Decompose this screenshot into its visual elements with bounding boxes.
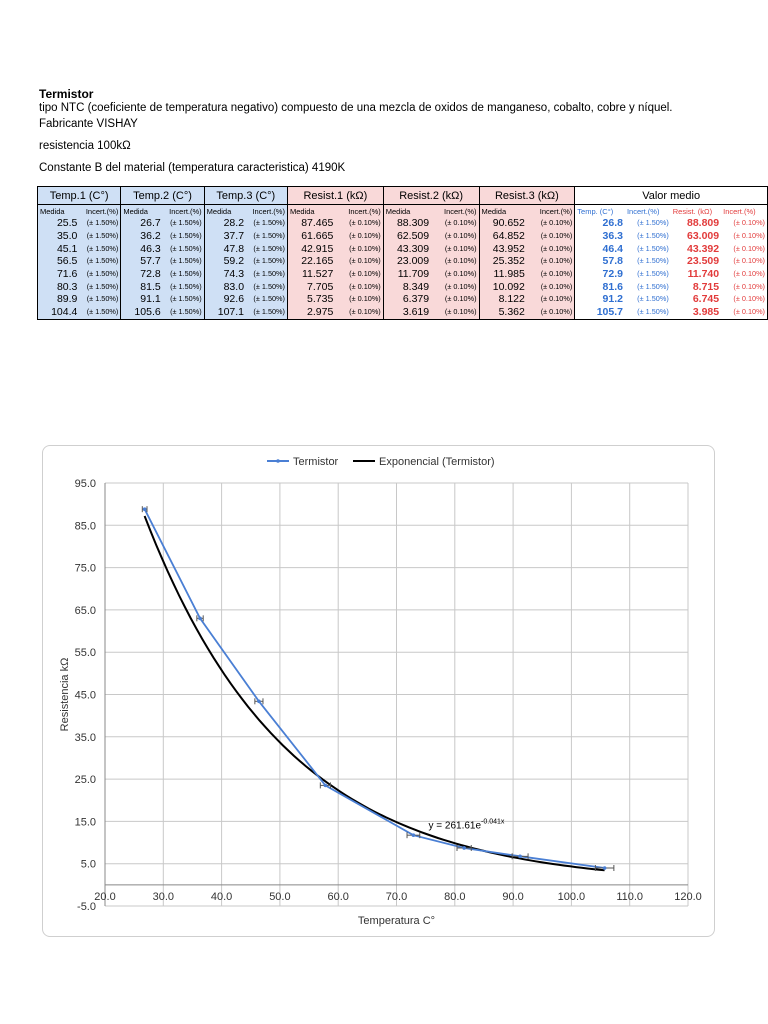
uncertainty: (± 0.10%) [431, 217, 479, 230]
data-point [518, 855, 522, 859]
trendline-exponential [145, 516, 605, 870]
measured-value: 89.9 [38, 293, 80, 306]
table-subheader: Incert.(%) [527, 205, 575, 218]
uncertainty: (± 0.10%) [431, 230, 479, 243]
measured-value: 87.465 [287, 217, 335, 230]
uncertainty: (± 0.10%) [721, 230, 767, 243]
uncertainty: (± 0.10%) [335, 255, 383, 268]
y-tick-label: 5.0 [80, 858, 96, 871]
measured-value: 10.092 [479, 280, 527, 293]
uncertainty: (± 1.50%) [246, 268, 287, 281]
uncertainty: (± 1.50%) [246, 217, 287, 230]
uncertainty: (± 0.10%) [527, 293, 575, 306]
uncertainty: (± 1.50%) [625, 242, 671, 255]
uncertainty: (± 0.10%) [527, 217, 575, 230]
data-point [198, 617, 202, 621]
mean-resistance: 43.392 [671, 242, 721, 255]
uncertainty: (± 0.10%) [721, 217, 767, 230]
measured-value: 6.379 [383, 293, 431, 306]
y-tick-label: 25.0 [74, 774, 96, 787]
mean-resistance: 3.985 [671, 306, 721, 319]
y-tick-label: 75.0 [74, 562, 96, 575]
uncertainty: (± 0.10%) [431, 293, 479, 306]
mean-temperature: 81.6 [575, 280, 625, 293]
x-tick-label: 80.0 [444, 890, 466, 903]
uncertainty: (± 0.10%) [431, 306, 479, 319]
table-subheader: Temp. (C°) [575, 205, 625, 218]
x-tick-label: 90.0 [502, 890, 524, 903]
mean-temperature: 72.9 [575, 268, 625, 281]
measured-value: 46.3 [121, 242, 163, 255]
uncertainty: (± 1.50%) [79, 242, 120, 255]
uncertainty: (± 0.10%) [527, 306, 575, 319]
uncertainty: (± 0.10%) [335, 280, 383, 293]
uncertainty: (± 0.10%) [431, 255, 479, 268]
table-subheader: Medida [38, 205, 80, 218]
y-tick-label: -5.0 [77, 901, 96, 913]
table-row [38, 268, 768, 281]
table-subheader: Incert.(%) [335, 205, 383, 218]
x-tick-label: 20.0 [94, 890, 116, 903]
y-tick-label: 45.0 [74, 689, 96, 702]
table-group-header: Temp.1 (C°) [38, 187, 121, 205]
measured-value: 36.2 [121, 230, 163, 243]
measured-value: 43.952 [479, 242, 527, 255]
uncertainty: (± 1.50%) [625, 217, 671, 230]
table-subheader: Incert.(%) [431, 205, 479, 218]
x-axis-title: Temperatura C° [357, 915, 436, 927]
uncertainty: (± 0.10%) [721, 293, 767, 306]
doc-title: Termistor [39, 87, 94, 101]
table-subheader: Medida [383, 205, 431, 218]
table-group-header: Resist.3 (kΩ) [479, 187, 575, 205]
measured-value: 35.0 [38, 230, 80, 243]
measured-value: 2.975 [287, 306, 335, 319]
table-row [38, 230, 768, 243]
uncertainty: (± 0.10%) [527, 230, 575, 243]
table-row [38, 242, 768, 255]
measured-value: 42.915 [287, 242, 335, 255]
table-subheader: Incert.(%) [79, 205, 120, 218]
measured-value: 74.3 [204, 268, 246, 281]
uncertainty: (± 1.50%) [246, 230, 287, 243]
uncertainty: (± 0.10%) [721, 255, 767, 268]
measured-value: 47.8 [204, 242, 246, 255]
measured-value: 90.652 [479, 217, 527, 230]
trendline-equation: $y = 261.61e^{-0.041x}$ [428, 818, 505, 832]
data-point [412, 833, 416, 837]
uncertainty: (± 0.10%) [721, 280, 767, 293]
measured-value: 64.852 [479, 230, 527, 243]
uncertainty: (± 1.50%) [163, 255, 204, 268]
legend-label-trend: Exponencial (Termistor) [379, 456, 495, 468]
measured-value: 80.3 [38, 280, 80, 293]
x-tick-label: 110.0 [616, 890, 644, 903]
table-subheader: Medida [287, 205, 335, 218]
mean-temperature: 91.2 [575, 293, 625, 306]
uncertainty: (± 1.50%) [79, 268, 120, 281]
y-tick-label: 65.0 [74, 604, 96, 617]
uncertainty: (± 1.50%) [163, 217, 204, 230]
data-point [462, 846, 466, 850]
measured-value: 25.5 [38, 217, 80, 230]
table-subheader: Incert.(%) [625, 205, 671, 218]
x-tick-label: 100.0 [557, 890, 586, 903]
uncertainty: (± 1.50%) [163, 280, 204, 293]
mean-temperature: 57.8 [575, 255, 625, 268]
measured-value: 25.352 [479, 255, 527, 268]
measured-value: 61.665 [287, 230, 335, 243]
uncertainty: (± 1.50%) [163, 293, 204, 306]
measured-value: 8.349 [383, 280, 431, 293]
y-tick-label: 15.0 [74, 816, 96, 829]
measured-value: 83.0 [204, 280, 246, 293]
measured-value: 26.7 [121, 217, 163, 230]
uncertainty: (± 0.10%) [431, 280, 479, 293]
uncertainty: (± 0.10%) [527, 280, 575, 293]
measured-value: 105.6 [121, 306, 163, 319]
uncertainty: (± 0.10%) [335, 242, 383, 255]
uncertainty: (± 0.10%) [721, 306, 767, 319]
y-tick-label: 35.0 [74, 731, 96, 744]
mean-temperature: 105.7 [575, 306, 625, 319]
measured-value: 104.4 [38, 306, 80, 319]
measured-value: 62.509 [383, 230, 431, 243]
mean-temperature: 26.8 [575, 217, 625, 230]
uncertainty: (± 1.50%) [163, 306, 204, 319]
mean-temperature: 36.3 [575, 230, 625, 243]
measured-value: 71.6 [38, 268, 80, 281]
table-subheader: Medida [204, 205, 246, 218]
table-group-header: Temp.3 (C°) [204, 187, 287, 205]
legend-marker-termistor [276, 459, 280, 463]
uncertainty: (± 1.50%) [625, 268, 671, 281]
data-point [143, 507, 147, 511]
table-group-header: Valor medio [575, 187, 768, 205]
legend-label-termistor: Termistor [293, 456, 339, 468]
x-tick-label: 70.0 [385, 890, 408, 903]
header [39, 87, 673, 178]
measured-value: 107.1 [204, 306, 246, 319]
uncertainty: (± 0.10%) [527, 242, 575, 255]
uncertainty: (± 1.50%) [625, 230, 671, 243]
measured-value: 72.8 [121, 268, 163, 281]
measured-value: 92.6 [204, 293, 246, 306]
uncertainty: (± 1.50%) [246, 242, 287, 255]
uncertainty: (± 1.50%) [246, 280, 287, 293]
measured-value: 23.009 [383, 255, 431, 268]
uncertainty: (± 1.50%) [79, 306, 120, 319]
table-subheader: Medida [121, 205, 163, 218]
uncertainty: (± 0.10%) [431, 268, 479, 281]
data-point [603, 866, 607, 870]
manufacturer: Fabricante VISHAY [39, 118, 138, 131]
measured-value: 88.309 [383, 217, 431, 230]
y-tick-label: 55.0 [74, 647, 96, 660]
measurement-table [37, 186, 768, 320]
mean-resistance: 63.009 [671, 230, 721, 243]
measured-value: 11.527 [287, 268, 335, 281]
measured-value: 5.735 [287, 293, 335, 306]
table-row [38, 306, 768, 319]
uncertainty: (± 1.50%) [79, 293, 120, 306]
table-subheader: Incert.(%) [163, 205, 204, 218]
y-axis-title: Resistencia kΩ [59, 657, 71, 732]
uncertainty: (± 1.50%) [625, 255, 671, 268]
uncertainty: (± 0.10%) [335, 293, 383, 306]
data-point [324, 784, 328, 788]
measured-value: 8.122 [479, 293, 527, 306]
y-tick-label: 85.0 [74, 520, 96, 533]
measured-value: 37.7 [204, 230, 246, 243]
uncertainty: (± 1.50%) [625, 306, 671, 319]
measured-value: 3.619 [383, 306, 431, 319]
uncertainty: (± 0.10%) [527, 268, 575, 281]
uncertainty: (± 1.50%) [163, 268, 204, 281]
measured-value: 57.7 [121, 255, 163, 268]
uncertainty: (± 1.50%) [79, 255, 120, 268]
uncertainty: (± 0.10%) [527, 255, 575, 268]
table-row [38, 280, 768, 293]
measured-value: 22.165 [287, 255, 335, 268]
mean-resistance: 23.509 [671, 255, 721, 268]
uncertainty: (± 1.50%) [79, 230, 120, 243]
uncertainty: (± 0.10%) [335, 230, 383, 243]
uncertainty: (± 1.50%) [79, 280, 120, 293]
measured-value: 5.362 [479, 306, 527, 319]
table-subheader: Resist. (kΩ) [671, 205, 721, 218]
x-tick-label: 50.0 [269, 890, 291, 903]
measured-value: 11.709 [383, 268, 431, 281]
uncertainty: (± 0.10%) [335, 217, 383, 230]
uncertainty: (± 1.50%) [163, 230, 204, 243]
mean-resistance: 8.715 [671, 280, 721, 293]
description: tipo NTC (coeficiente de temperatura negativo) compuesto de una mezcla de oxidos de manganeso, cobalto, cobre y níquel. [39, 102, 673, 115]
uncertainty: (± 1.50%) [246, 255, 287, 268]
table-row [38, 293, 768, 306]
measured-value: 91.1 [121, 293, 163, 306]
series-line-termistor [145, 509, 605, 868]
uncertainty: (± 1.50%) [246, 306, 287, 319]
uncertainty: (± 1.50%) [625, 293, 671, 306]
measured-value: 81.5 [121, 280, 163, 293]
uncertainty: (± 0.10%) [721, 268, 767, 281]
uncertainty: (± 0.10%) [721, 242, 767, 255]
measured-value: 28.2 [204, 217, 246, 230]
measured-value: 59.2 [204, 255, 246, 268]
measured-value: 45.1 [38, 242, 80, 255]
measured-value: 7.705 [287, 280, 335, 293]
table-group-header: Temp.2 (C°) [121, 187, 204, 205]
mean-temperature: 46.4 [575, 242, 625, 255]
uncertainty: (± 1.50%) [79, 217, 120, 230]
measured-value: 11.985 [479, 268, 527, 281]
resistance-spec: resistencia 100kΩ [39, 139, 131, 152]
uncertainty: (± 1.50%) [246, 293, 287, 306]
mean-resistance: 11.740 [671, 268, 721, 281]
uncertainty: (± 1.50%) [163, 242, 204, 255]
table-group-header: Resist.2 (kΩ) [383, 187, 479, 205]
uncertainty: (± 0.10%) [431, 242, 479, 255]
uncertainty: (± 0.10%) [335, 306, 383, 319]
chart-container [42, 445, 715, 937]
table-subheader: Medida [479, 205, 527, 218]
table-subheader: Incert.(%) [721, 205, 767, 218]
uncertainty: (± 0.10%) [335, 268, 383, 281]
measured-value: 43.309 [383, 242, 431, 255]
uncertainty: (± 1.50%) [625, 280, 671, 293]
table-subheader: Incert.(%) [246, 205, 287, 218]
table-group-header: Resist.1 (kΩ) [287, 187, 383, 205]
table-row [38, 217, 768, 230]
x-tick-label: 120.0 [674, 890, 702, 903]
data-point [257, 700, 261, 704]
b-constant: Constante B del material (temperatura caracteristica) 4190K [39, 161, 346, 174]
table-row [38, 255, 768, 268]
measured-value: 56.5 [38, 255, 80, 268]
x-tick-label: 60.0 [327, 890, 349, 903]
y-tick-label: 95.0 [74, 478, 96, 490]
mean-resistance: 88.809 [671, 217, 721, 230]
x-tick-label: 40.0 [210, 890, 233, 903]
thermistor-chart [43, 446, 714, 936]
mean-resistance: 6.745 [671, 293, 721, 306]
x-tick-label: 30.0 [152, 890, 175, 903]
